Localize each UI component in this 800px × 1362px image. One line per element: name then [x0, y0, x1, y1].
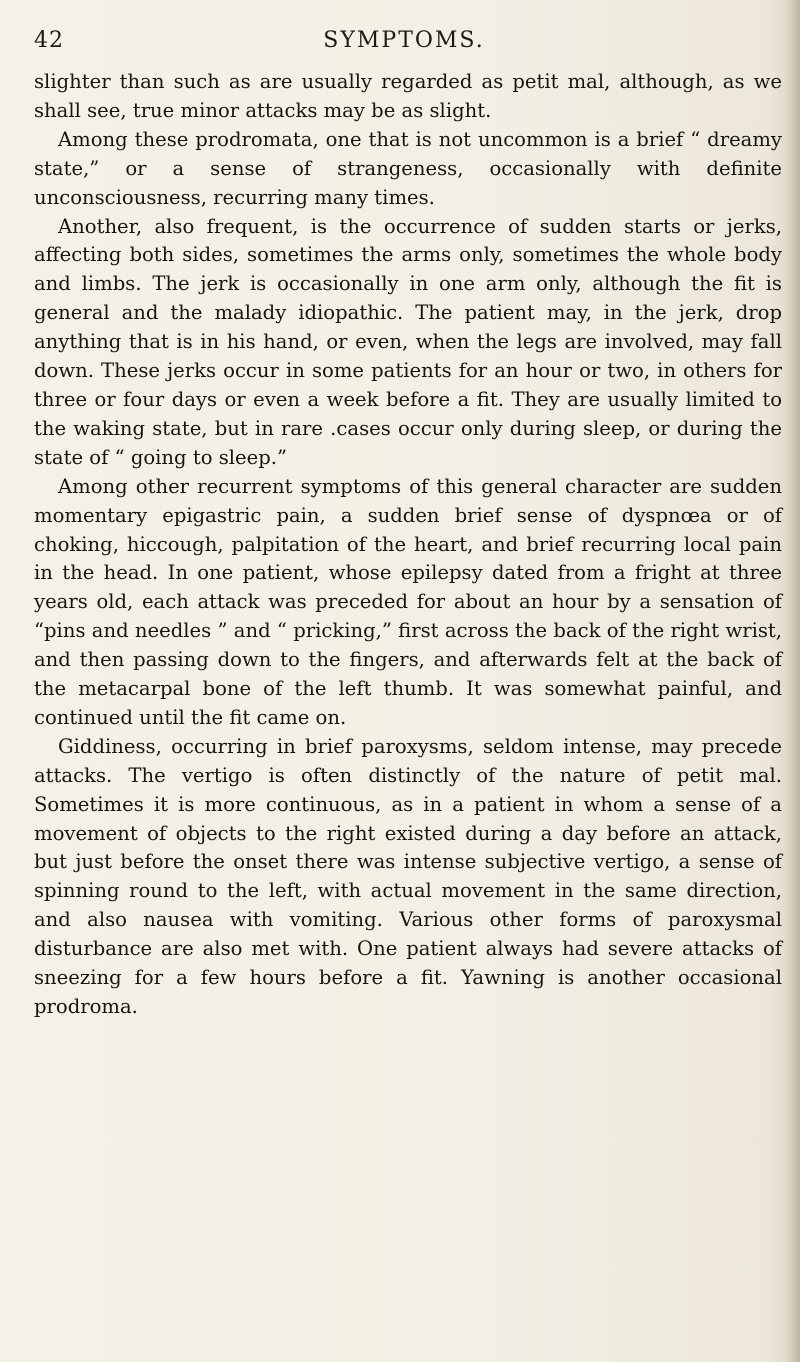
running-head: SYMPTOMS.	[323, 28, 485, 53]
paragraph: Among other recurrent symptoms of this general character are sudden momentary epigastric pain, a sudden brief sense of dyspnœa or of choking, hiccough, palpitation of the heart, and brief recurring local pain in the head. In one patient, whose epilepsy dated from a fright at three years old, each attack was preceded for about an hour by a sensation of “pins and needles ” and “ pricking,” first across the back of the right wrist, and then passing down to the fingers, and afterwards felt at the back of the metacarpal bone of the left thumb. It was somewhat painful, and continued until the fit came on.	[34, 474, 782, 729]
body-text	[34, 68, 782, 1022]
page-number: 42	[34, 28, 64, 53]
page-header	[34, 28, 774, 64]
page-edge-shadow	[786, 0, 800, 1362]
paragraph: Another, also frequent, is the occurrence of sudden starts or jerks, affecting both sides, sometimes the arms only, sometimes the whole body and limbs. The jerk is occasionally in one arm only, although the fit is general and the malady idiopathic. The patient may, in the jerk, drop anything that is in his hand, or even, when the legs are involved, may fall down. These jerks occur in some patients for an hour or two, in others for three or four days or even a week before a fit. They are usually limited to the waking state, but in rare .cases occur only during sleep, or during the state of “ going to sleep.”	[34, 214, 782, 469]
paragraph: Giddiness, occurring in brief paroxysms, seldom intense, may precede attacks. The vertigo is often distinctly of the nature of petit mal. Sometimes it is more continuous, as in a patient in whom a sense of a movement of objects to the right existed during a day before an attack, but just before the onset there was intense subjective vertigo, a sense of spinning round to the left, with actual movement in the same direction, and also nausea with vomiting. Various other forms of paroxysmal disturbance are also met with. One patient always had severe attacks of sneezing for a few hours before a fit. Yawning is another occasional prodroma.	[34, 734, 782, 1018]
paragraph: Among these prodromata, one that is not uncommon is a brief “ dreamy state,” or a sense of strangeness, occasionally with definite unconsciousness, recurring many times.	[34, 127, 782, 209]
paragraph: slighter than such as are usually regarded as petit mal, although, as we shall see, true minor attacks may be as slight.	[34, 70, 782, 122]
